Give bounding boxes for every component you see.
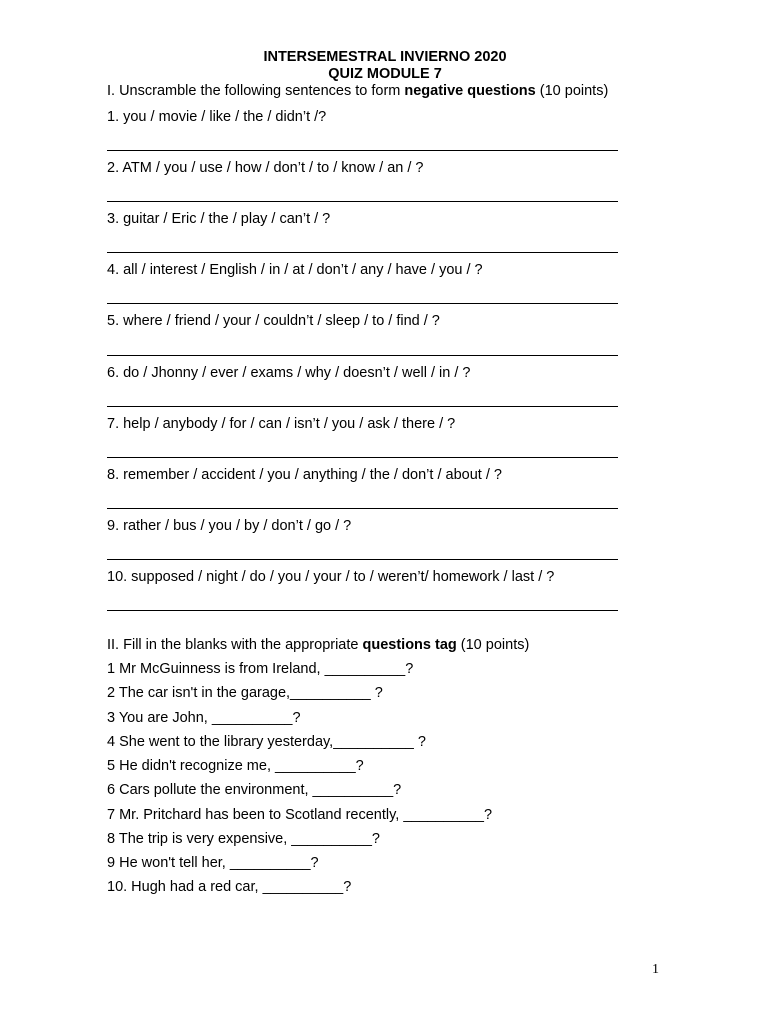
question-tag-item-10: 10. Hugh had a red car, __________? [107,879,352,895]
question-tag-item-3: 3 You are John, __________? [107,710,301,726]
unscramble-item-6: 6. do / Jhonny / ever / exams / why / doesn’t / well / in / ? [107,365,471,381]
unscramble-item-3: 3. guitar / Eric / the / play / can’t / ? [107,211,331,227]
unscramble-item-1: 1. you / movie / like / the / didn’t /? [107,109,327,125]
question-tag-item-2: 2 The car isn't in the garage,__________ ? [107,685,383,701]
unscramble-item-9: 9. rather / bus / you / by / don’t / go / ? [107,518,352,534]
document-subtitle: QUIZ MODULE 7 [328,66,442,82]
answer-line-8[interactable] [107,508,618,509]
unscramble-item-10: 10. supposed / night / do / you / your / to / weren’t/ homework / last / ? [107,569,555,585]
answer-line-9[interactable] [107,559,618,560]
section1-instruction: I. Unscramble the following sentences to form negative questions (10 points) [107,83,609,99]
answer-line-6[interactable] [107,406,618,407]
answer-line-7[interactable] [107,457,618,458]
question-tag-item-1: 1 Mr McGuinness is from Ireland, __________? [107,661,414,677]
question-tag-item-4: 4 She went to the library yesterday,__________ ? [107,734,426,750]
unscramble-item-5: 5. where / friend / your / couldn’t / sleep / to / find / ? [107,313,440,329]
answer-line-3[interactable] [107,252,618,253]
answer-line-4[interactable] [107,303,618,304]
question-tag-item-7: 7 Mr. Pritchard has been to Scotland recently, __________? [107,807,493,823]
unscramble-item-2: 2. ATM / you / use / how / don’t / to / know / an / ? [107,160,424,176]
unscramble-item-4: 4. all / interest / English / in / at / don’t / any / have / you / ? [107,262,483,278]
section2-instruction: II. Fill in the blanks with the appropriate questions tag (10 points) [107,637,530,653]
document-title: INTERSEMESTRAL INVIERNO 2020 [263,49,507,65]
page-number: 1 [652,962,659,977]
answer-line-5[interactable] [107,355,618,356]
question-tag-item-8: 8 The trip is very expensive, __________? [107,831,380,847]
question-tag-item-5: 5 He didn't recognize me, __________? [107,758,364,774]
answer-line-1[interactable] [107,150,618,151]
answer-line-2[interactable] [107,201,618,202]
unscramble-item-8: 8. remember / accident / you / anything / the / don’t / about / ? [107,467,502,483]
answer-line-10[interactable] [107,610,618,611]
question-tag-item-9: 9 He won't tell her, __________? [107,855,319,871]
unscramble-item-7: 7. help / anybody / for / can / isn’t / you / ask / there / ? [107,416,456,432]
question-tag-item-6: 6 Cars pollute the environment, __________? [107,782,402,798]
